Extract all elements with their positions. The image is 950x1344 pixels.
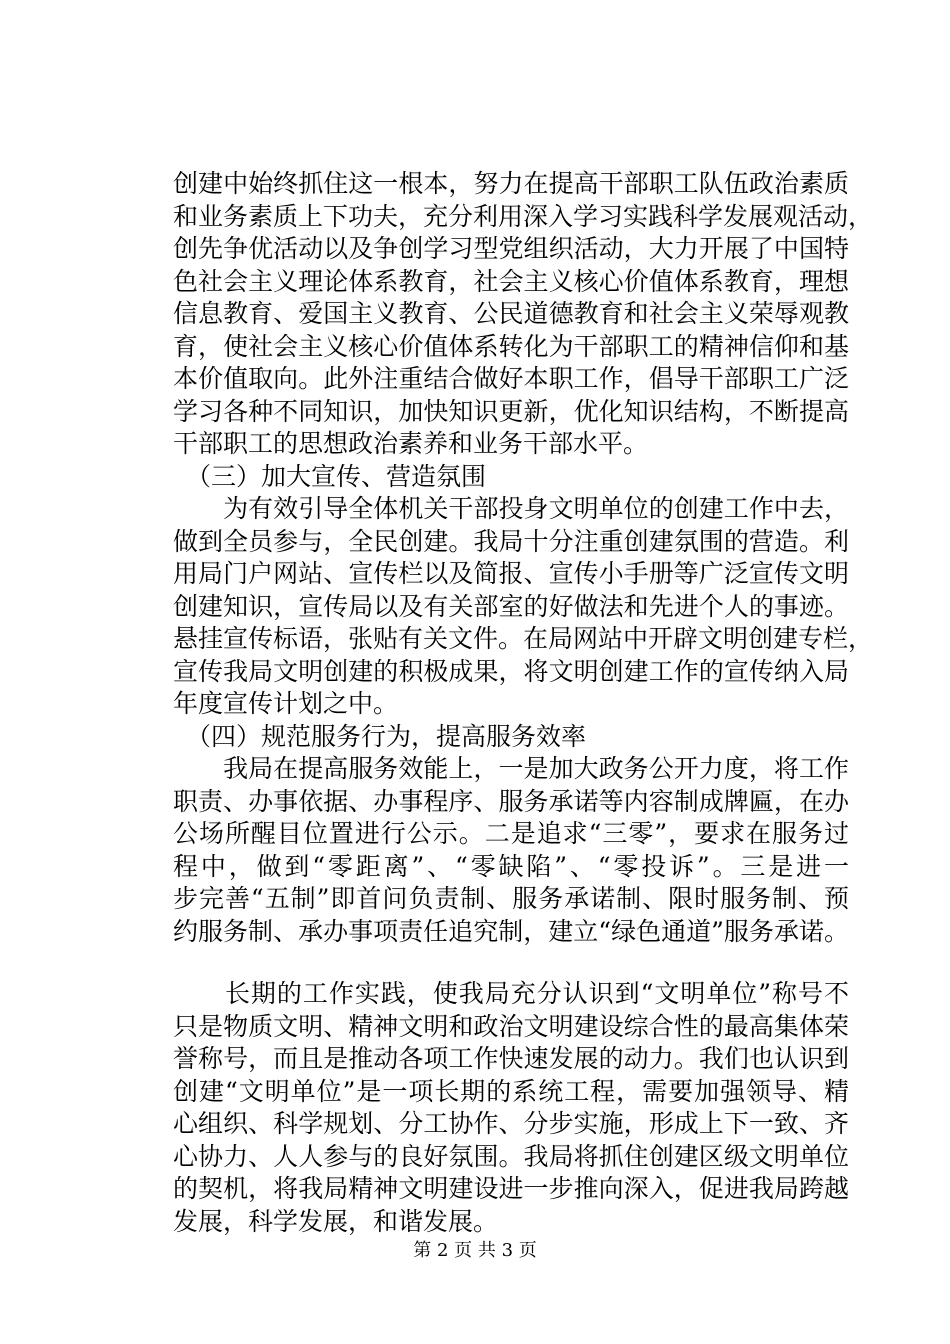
section-heading-3: （三）加大宣传、营造氛围 (186, 461, 487, 491)
paragraph-line: 心组织、科学规划、分工协作、分步实施，形成上下一致、齐 (173, 1109, 849, 1138)
paragraph-line: 本价值取向。此外注重结合做好本职工作，倡导干部职工广泛 (173, 364, 849, 393)
paragraph-line: 色社会主义理论体系教育，社会主义核心价值体系教育，理想 (173, 266, 849, 296)
paragraph-line: 为有效引导全体机关干部投身文明单位的创建工作中去， (173, 494, 849, 523)
paragraph-line: 步完善“五制”即首问负责制、服务承诺制、限时服务制、预 (173, 884, 849, 913)
paragraph-line: 和业务素质上下功夫，充分利用深入学习实践科学发展观活动， (173, 201, 874, 231)
paragraph-line: 发展，科学发展，和谐发展。 (173, 1206, 499, 1236)
paragraph-line: 育，使社会主义核心价值体系转化为干部职工的精神信仰和基 (173, 331, 849, 361)
paragraph-line: 创建“文明单位”是一项长期的系统工程，需要加强领导、精 (173, 1076, 849, 1106)
paragraph-gap (173, 948, 849, 978)
paragraph-line: 创先争优活动以及争创学习型党组织活动，大力开展了中国特 (173, 234, 849, 263)
paragraph-line: 创建知识，宣传局以及有关部室的好做法和先进个人的事迹。 (173, 591, 849, 621)
paragraph-line: 信息教育、爱国主义教育、公民道德教育和社会主义荣辱观教 (173, 299, 849, 328)
paragraph-line: 只是物质文明、精神文明和政治文明建设综合性的最高集体荣 (173, 1011, 849, 1041)
paragraph-line: 宣传我局文明创建的积极成果，将文明创建工作的宣传纳入局 (173, 656, 849, 686)
paragraph-line: 职责、办事依据、办事程序、服务承诺等内容制成牌匾，在办 (173, 786, 849, 816)
document-body (173, 168, 874, 1238)
paragraph-line: 用局门户网站、宣传栏以及简报、宣传小手册等广泛宣传文明 (173, 559, 849, 588)
paragraph-line: 做到全员参与，全民创建。我局十分注重创建氛围的营造。利 (173, 526, 849, 556)
paragraph-line: 长期的工作实践，使我局充分认识到“文明单位”称号不 (173, 979, 849, 1008)
paragraph-line: 心协力、人人参与的良好氛围。我局将抓住创建区级文明单位 (173, 1141, 849, 1171)
section-heading-4: （四）规范服务行为，提高服务效率 (186, 721, 587, 751)
paragraph-line: 的契机，将我局精神文明建设进一步推向深入，促进我局跨越 (173, 1174, 849, 1203)
paragraph-line: 年度宣传计划之中。 (173, 689, 399, 718)
paragraph-line: 我局在提高服务效能上，一是加大政务公开力度，将工作 (173, 754, 849, 783)
paragraph-line: 学习各种不同知识，加快知识更新，优化知识结构，不断提高 (173, 396, 849, 426)
page-footer: 第 2 页 共 3 页 (413, 1240, 537, 1261)
paragraph-line: 悬挂宣传标语，张贴有关文件。在局网站中开辟文明创建专栏， (173, 624, 874, 653)
paragraph-line: 创建中始终抓住这一根本，努力在提高干部职工队伍政治素质 (173, 169, 849, 198)
paragraph-line: 约服务制、承办事项责任追究制，建立“绿色通道”服务承诺。 (173, 916, 849, 946)
paragraph-line: 干部职工的思想政治素养和业务干部水平。 (173, 429, 649, 458)
paragraph-line: 誉称号，而且是推动各项工作快速发展的动力。我们也认识到 (173, 1044, 849, 1073)
paragraph-line: 公场所醒目位置进行公示。二是追求“三零”，要求在服务过 (173, 819, 849, 848)
paragraph-line: 程中，做到“零距离”、“零缺陷”、“零投诉”。三是进一 (173, 851, 849, 881)
